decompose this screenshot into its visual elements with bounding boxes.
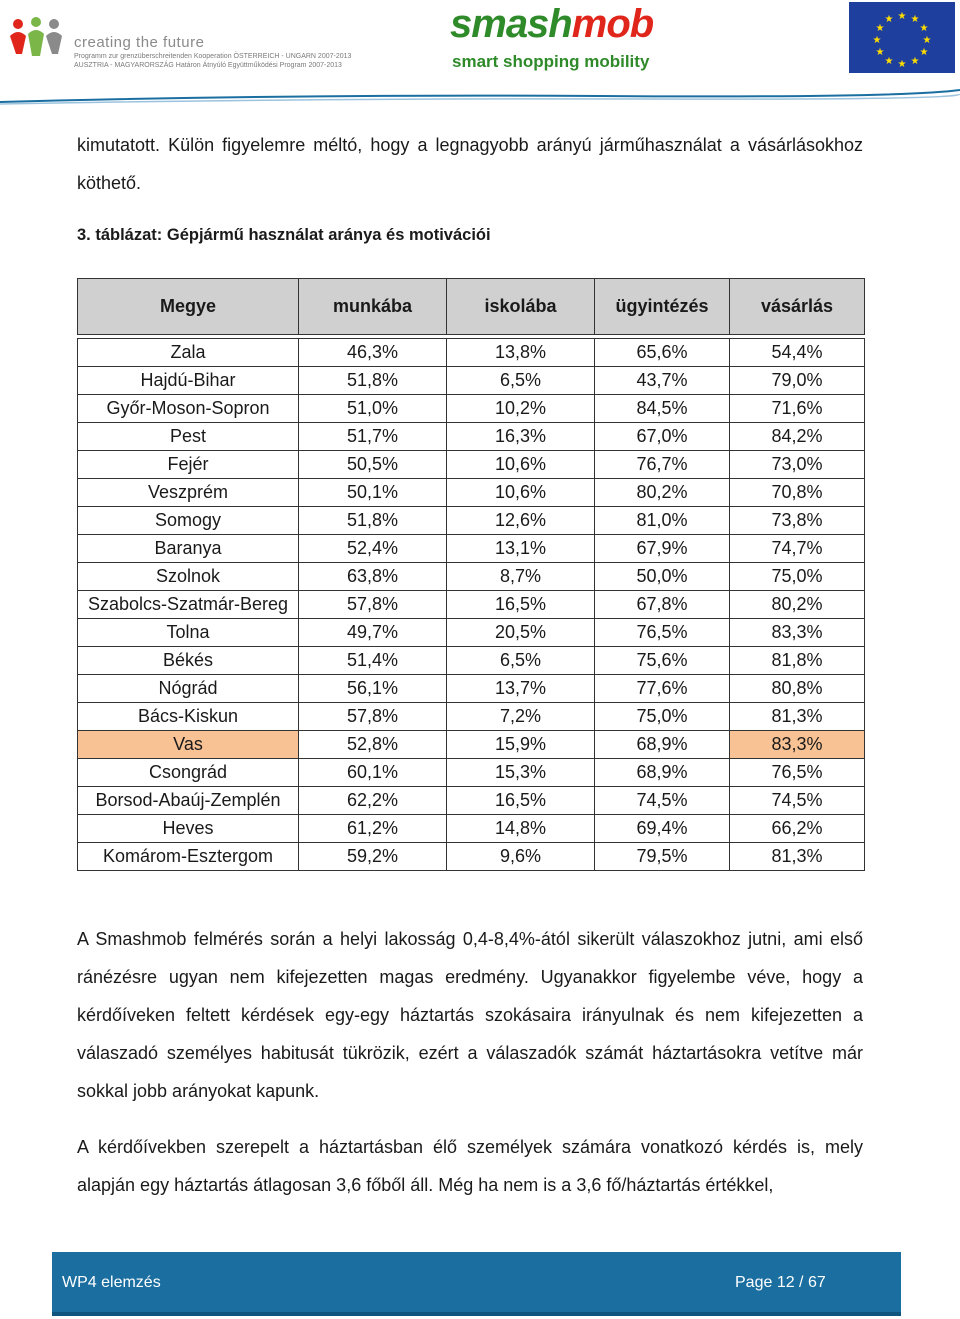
cell-work: 59,2% — [299, 843, 447, 871]
footer-section-label: WP4 elemzés — [62, 1274, 161, 1291]
cell-shopping: 66,2% — [730, 815, 865, 843]
cell-school: 16,3% — [447, 423, 595, 451]
table-row — [78, 815, 865, 843]
table-row — [78, 703, 865, 731]
svg-text:★: ★ — [910, 56, 920, 67]
cell-errands: 65,6% — [595, 339, 730, 367]
table-row — [78, 731, 865, 759]
cell-work: 51,4% — [299, 647, 447, 675]
cell-shopping: 81,3% — [730, 843, 865, 871]
cell-work: 56,1% — [299, 675, 447, 703]
cell-county: Szabolcs-Szatmár-Bereg — [78, 591, 299, 619]
table-row — [78, 479, 865, 507]
cell-work: 60,1% — [299, 759, 447, 787]
column-header-errands: ügyintézés — [595, 279, 730, 335]
cell-county: Nógrád — [78, 675, 299, 703]
table-row — [78, 563, 865, 591]
cell-shopping: 73,0% — [730, 451, 865, 479]
cell-county: Komárom-Esztergom — [78, 843, 299, 871]
svg-text:★: ★ — [897, 11, 907, 22]
cell-shopping: 74,7% — [730, 535, 865, 563]
cell-shopping: 83,3% — [730, 731, 865, 759]
cell-county: Pest — [78, 423, 299, 451]
logo-subtitle-line1: Programm zur grenzüberschreitenden Kooperation ÖSTERREICH - UNGARN 2007-2013 — [74, 53, 352, 60]
cell-work: 51,0% — [299, 395, 447, 423]
cell-county: Csongrád — [78, 759, 299, 787]
cell-shopping: 79,0% — [730, 367, 865, 395]
survey-paragraph: A Smashmob felmérés során a helyi lakosság 0,4-8,4%-ától sikerült válaszokhoz jutni, ami első ránézésre ugyan nem kifejezetten magas eredmény. Ugyanakkor figyelembe véve, hogy a kérdőíveken feltett kérdések egy-egy háztartás szokásaira irányulnak és nem kifejezetten a válaszadó személyes habitusát tükrözik, ezért a válaszadók számát háztartásokra vetítve már sokkal jobb arányokat kapunk. — [77, 929, 863, 1101]
cell-shopping: 80,2% — [730, 591, 865, 619]
cell-school: 16,5% — [447, 591, 595, 619]
cell-work: 50,1% — [299, 479, 447, 507]
cell-school: 9,6% — [447, 843, 595, 871]
cell-school: 13,7% — [447, 675, 595, 703]
svg-text:★: ★ — [922, 35, 932, 46]
table-caption: 3. táblázat: Gépjármű használat aránya és motivációi — [77, 226, 491, 244]
cell-work: 52,8% — [299, 731, 447, 759]
cell-work: 52,4% — [299, 535, 447, 563]
logo-tagline: smart shopping mobility — [452, 52, 650, 71]
brand-part-smash: smash — [450, 2, 572, 46]
svg-text:★: ★ — [919, 47, 929, 58]
cell-errands: 68,9% — [595, 759, 730, 787]
smashmob-wordmark — [450, 2, 653, 47]
cell-county: Veszprém — [78, 479, 299, 507]
cell-county: Szolnok — [78, 563, 299, 591]
cell-shopping: 73,8% — [730, 507, 865, 535]
cell-school: 10,6% — [447, 479, 595, 507]
cell-errands: 84,5% — [595, 395, 730, 423]
cell-errands: 79,5% — [595, 843, 730, 871]
cell-work: 49,7% — [299, 619, 447, 647]
table-row — [78, 339, 865, 367]
cell-errands: 75,0% — [595, 703, 730, 731]
cell-school: 16,5% — [447, 787, 595, 815]
cell-work: 57,8% — [299, 703, 447, 731]
cell-school: 6,5% — [447, 367, 595, 395]
cell-county: Borsod-Abaúj-Zemplén — [78, 787, 299, 815]
header-divider-swoosh — [0, 84, 960, 108]
column-header-county: Megye — [78, 279, 299, 335]
cell-errands: 80,2% — [595, 479, 730, 507]
cell-errands: 75,6% — [595, 647, 730, 675]
table-row — [78, 591, 865, 619]
cell-shopping: 83,3% — [730, 619, 865, 647]
cell-county: Vas — [78, 731, 299, 759]
cell-school: 15,9% — [447, 731, 595, 759]
table-row — [78, 647, 865, 675]
page-footer — [52, 1252, 901, 1316]
cell-errands: 67,9% — [595, 535, 730, 563]
cell-county: Heves — [78, 815, 299, 843]
cell-work: 51,7% — [299, 423, 447, 451]
cell-county: Győr-Moson-Sopron — [78, 395, 299, 423]
cell-county: Bács-Kiskun — [78, 703, 299, 731]
cell-school: 7,2% — [447, 703, 595, 731]
svg-text:★: ★ — [919, 23, 929, 34]
cell-county: Somogy — [78, 507, 299, 535]
cell-shopping: 71,6% — [730, 395, 865, 423]
cell-school: 20,5% — [447, 619, 595, 647]
cell-county: Zala — [78, 339, 299, 367]
cell-school: 13,8% — [447, 339, 595, 367]
cell-school: 12,6% — [447, 507, 595, 535]
cell-shopping: 54,4% — [730, 339, 865, 367]
svg-text:★: ★ — [875, 23, 885, 34]
vehicle-usage-table — [77, 278, 865, 871]
table-header-row — [78, 279, 865, 335]
cell-school: 10,2% — [447, 395, 595, 423]
cell-work: 63,8% — [299, 563, 447, 591]
cell-school: 6,5% — [447, 647, 595, 675]
cell-errands: 81,0% — [595, 507, 730, 535]
cell-shopping: 81,8% — [730, 647, 865, 675]
svg-text:★: ★ — [884, 56, 894, 67]
cell-county: Baranya — [78, 535, 299, 563]
intro-paragraph: kimutatott. Külön figyelemre méltó, hogy a legnagyobb arányú járműhasználat a vásárlásokhoz köthető. — [77, 135, 863, 193]
cell-shopping: 76,5% — [730, 759, 865, 787]
cell-work: 61,2% — [299, 815, 447, 843]
cell-shopping: 74,5% — [730, 787, 865, 815]
table-row — [78, 535, 865, 563]
table-row — [78, 451, 865, 479]
cell-county: Tolna — [78, 619, 299, 647]
household-paragraph: A kérdőívekben szerepelt a háztartásban élő személyek számára vonatkozó kérdés is, mely alapján egy háztartás átlagosan 3,6 főből áll. Még ha nem is a 3,6 fő/háztartás értékkel, — [77, 1137, 863, 1195]
smashmob-logo — [450, 2, 680, 78]
cell-shopping: 80,8% — [730, 675, 865, 703]
cell-school: 8,7% — [447, 563, 595, 591]
cell-errands: 68,9% — [595, 731, 730, 759]
table-row — [78, 619, 865, 647]
cell-school: 13,1% — [447, 535, 595, 563]
svg-text:★: ★ — [875, 47, 885, 58]
creating-the-future-logo — [8, 10, 352, 70]
table-row — [78, 787, 865, 815]
cell-school: 15,3% — [447, 759, 595, 787]
cell-work: 50,5% — [299, 451, 447, 479]
cell-shopping: 75,0% — [730, 563, 865, 591]
cell-work: 62,2% — [299, 787, 447, 815]
cell-errands: 67,0% — [595, 423, 730, 451]
page-header — [0, 0, 960, 110]
cell-errands: 74,5% — [595, 787, 730, 815]
table-row — [78, 367, 865, 395]
svg-text:★: ★ — [910, 14, 920, 25]
cell-shopping: 81,3% — [730, 703, 865, 731]
people-figures-icon — [8, 14, 68, 64]
cell-errands: 69,4% — [595, 815, 730, 843]
logo-title: creating the future — [74, 34, 205, 51]
cell-county: Hajdú-Bihar — [78, 367, 299, 395]
cell-errands: 43,7% — [595, 367, 730, 395]
table-row — [78, 395, 865, 423]
page-number: Page 12 / 67 — [735, 1274, 826, 1291]
eu-flag-icon — [849, 2, 955, 73]
cell-errands: 67,8% — [595, 591, 730, 619]
table-row — [78, 675, 865, 703]
cell-shopping: 84,2% — [730, 423, 865, 451]
column-header-school: iskolába — [447, 279, 595, 335]
cell-errands: 76,5% — [595, 619, 730, 647]
cell-errands: 76,7% — [595, 451, 730, 479]
table-row — [78, 759, 865, 787]
brand-part-mob: mob — [571, 2, 654, 46]
table-row — [78, 423, 865, 451]
column-header-shopping: vásárlás — [730, 279, 865, 335]
table-row — [78, 507, 865, 535]
cell-county: Fejér — [78, 451, 299, 479]
cell-work: 57,8% — [299, 591, 447, 619]
cell-county: Békés — [78, 647, 299, 675]
cell-errands: 50,0% — [595, 563, 730, 591]
cell-work: 51,8% — [299, 367, 447, 395]
logo-subtitle-line2: AUSZTRIA - MAGYARORSZÁG Határon Átnyúló Együttműködési Program 2007-2013 — [74, 62, 342, 69]
svg-text:★: ★ — [872, 35, 882, 46]
cell-work: 51,8% — [299, 507, 447, 535]
svg-text:★: ★ — [897, 59, 907, 70]
table-row — [78, 843, 865, 871]
cell-school: 10,6% — [447, 451, 595, 479]
svg-text:★: ★ — [884, 14, 894, 25]
column-header-work: munkába — [299, 279, 447, 335]
cell-shopping: 70,8% — [730, 479, 865, 507]
cell-errands: 77,6% — [595, 675, 730, 703]
cell-school: 14,8% — [447, 815, 595, 843]
cell-work: 46,3% — [299, 339, 447, 367]
